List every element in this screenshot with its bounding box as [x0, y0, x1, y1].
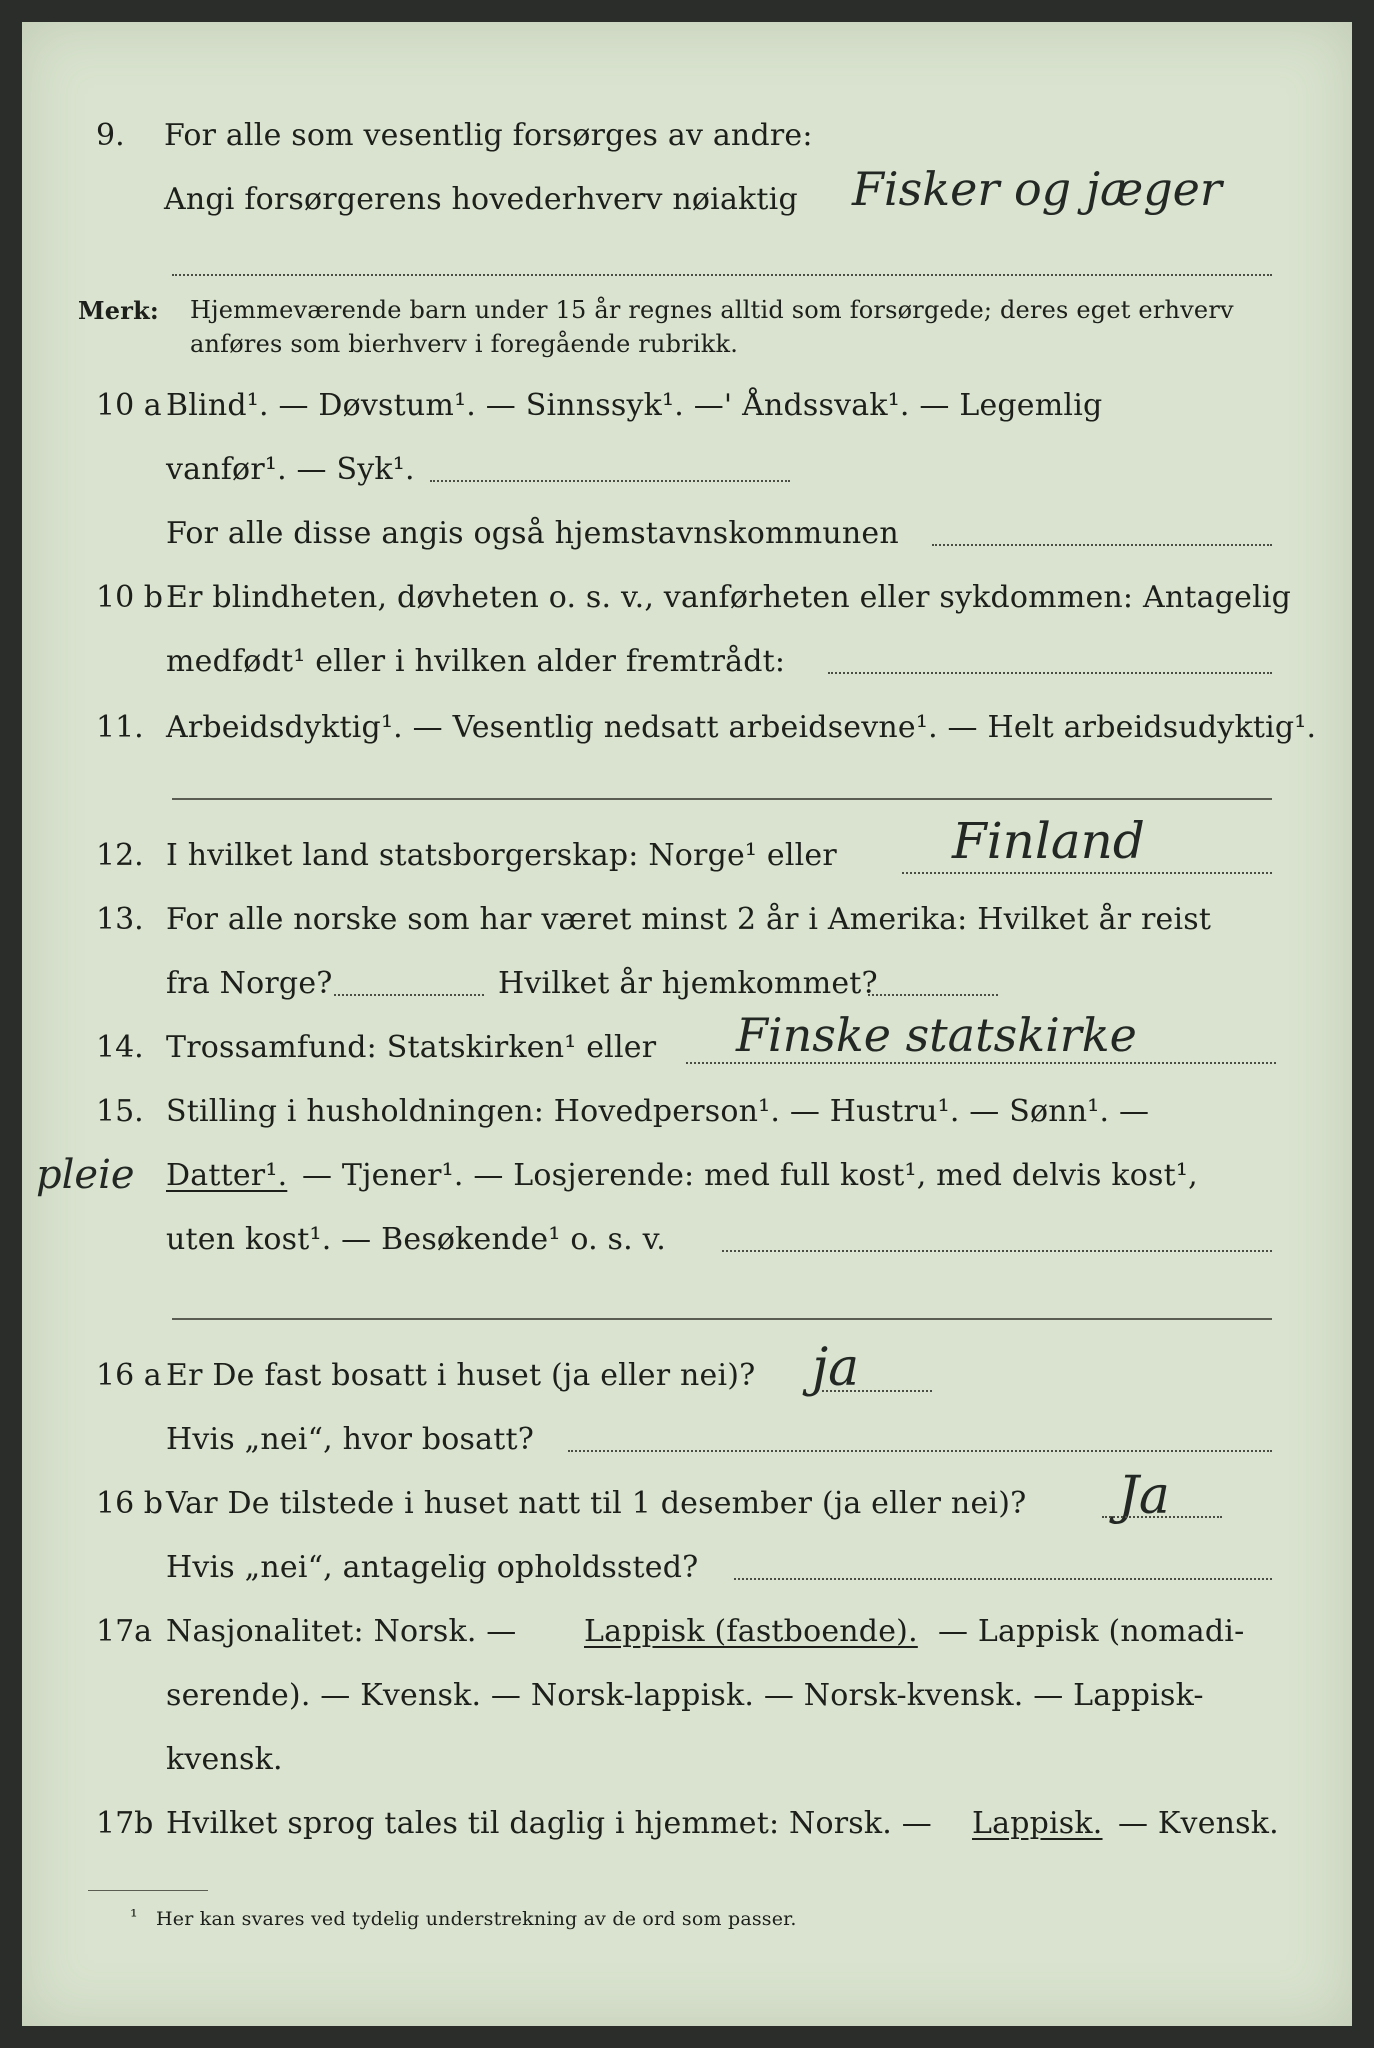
q10a-line1: Blind¹. — Døvstum¹. — Sinnssyk¹. —' Åndssvak¹. — Legemlig	[166, 388, 1103, 423]
q14-line1: Trossamfund: Statskirken¹ eller	[166, 1030, 657, 1065]
q17a-line3: kvensk.	[166, 1742, 283, 1777]
q16b-opholds-line	[734, 1578, 1272, 1580]
q15-datter: Datter¹.	[166, 1158, 288, 1193]
q13-reist-line	[334, 994, 484, 996]
q14-answer-line	[686, 1062, 1276, 1064]
merk-line1: Hjemmeværende barn under 15 år regnes alltid som forsørgede; deres eget erhverv	[190, 296, 1234, 324]
q15-margin-note: pleie	[36, 1152, 135, 1198]
q17a-line2: serende). — Kvensk. — Norsk-lappisk. — Norsk-kvensk. — Lappisk-	[166, 1678, 1204, 1713]
q17a-line1a: Nasjonalitet: Norsk. —	[166, 1614, 517, 1649]
q17b-lappisk: Lappisk.	[972, 1806, 1103, 1841]
footnote-mark: ¹	[130, 1906, 138, 1928]
q16b-answer-line	[1102, 1516, 1222, 1518]
q10b-number: 10 b	[96, 580, 163, 615]
q13-line2a: fra Norge?	[166, 966, 333, 1001]
q15-separator	[172, 1318, 1272, 1320]
merk-line2: anføres som bierhverv i foregående rubrikk.	[190, 330, 739, 358]
q10a-line2: vanfør¹. — Syk¹.	[166, 452, 415, 487]
q11-number: 11.	[96, 710, 144, 745]
q13-line1: For alle norske som har været minst 2 år i Amerika: Hvilket år reist	[166, 902, 1212, 937]
q12-answer: Finland	[952, 812, 1145, 870]
q13-line2b: Hvilket år hjemkommet?	[498, 966, 878, 1001]
q15-number: 15.	[96, 1094, 144, 1129]
q15-besok-line	[722, 1250, 1272, 1252]
census-form-page	[22, 22, 1352, 2026]
q17b-number: 17b	[96, 1806, 154, 1841]
q9-answer: Fisker og jæger	[852, 162, 1222, 216]
q12-line1: I hvilket land statsborgerskap: Norge¹ eller	[166, 838, 837, 873]
q9-number: 9.	[96, 118, 125, 153]
merk-label: Merk:	[78, 296, 159, 325]
q10b-line1: Er blindheten, døvheten o. s. v., vanførheten eller sykdommen: Antagelig	[166, 580, 1292, 615]
q16a-line2: Hvis „nei“, hvor bosatt?	[166, 1422, 535, 1457]
q9-answer-line	[172, 274, 1272, 276]
q10b-answer-line	[828, 672, 1272, 674]
q9-line2: Angi forsørgerens hovederhverv nøiaktig	[164, 182, 798, 217]
footnote-text: Her kan svares ved tydelig understrekning av de ord som passer.	[156, 1908, 797, 1930]
q16a-number: 16 a	[96, 1358, 162, 1393]
q16b-line2: Hvis „nei“, antagelig opholdssted?	[166, 1550, 699, 1585]
q17b-line1a: Hvilket sprog tales til daglig i hjemmet: Norsk. —	[166, 1806, 932, 1841]
q16a-line1: Er De fast bosatt i huset (ja eller nei)?	[166, 1358, 756, 1393]
q10a-number: 10 a	[96, 388, 162, 423]
q16a-answer: ja	[812, 1338, 860, 1398]
q12-answer-line	[902, 872, 1272, 874]
q13-number: 13.	[96, 902, 144, 937]
q10a-line3: For alle disse angis også hjemstavnskommunen	[166, 516, 899, 551]
q14-answer: Finske statskirke	[736, 1008, 1137, 1062]
q16b-number: 16 b	[96, 1486, 163, 1521]
q16b-line1: Var De tilstede i huset natt til 1 desember (ja eller nei)?	[166, 1486, 1027, 1521]
q10a-kommune-line	[932, 544, 1272, 546]
q15-line1: Stilling i husholdningen: Hovedperson¹. — Hustru¹. — Sønn¹. —	[166, 1094, 1150, 1129]
q13-hjem-line	[868, 994, 998, 996]
q9-line1: For alle som vesentlig forsørges av andre:	[164, 118, 813, 153]
q12-number: 12.	[96, 838, 144, 873]
q17a-lappisk-fastboende: Lappisk (fastboende).	[584, 1614, 918, 1649]
q11-separator	[172, 798, 1272, 800]
q17a-line1c: — Lappisk (nomadi-	[938, 1614, 1245, 1649]
q16b-answer: Ja	[1118, 1466, 1170, 1526]
footnote-rule	[88, 1890, 208, 1891]
q16a-answer-line	[822, 1390, 932, 1392]
q17b-line1c: — Kvensk.	[1118, 1806, 1279, 1841]
q15-line3: uten kost¹. — Besøkende¹ o. s. v.	[166, 1222, 666, 1257]
q10b-line2: medfødt¹ eller i hvilken alder fremtrådt:	[166, 644, 786, 679]
q11-line1: Arbeidsdyktig¹. — Vesentlig nedsatt arbeidsevne¹. — Helt arbeidsudyktig¹.	[166, 710, 1317, 745]
q14-number: 14.	[96, 1030, 144, 1065]
q17a-number: 17a	[96, 1614, 153, 1649]
q16a-bosatt-line	[568, 1450, 1272, 1452]
q15-line2: — Tjener¹. — Losjerende: med full kost¹, med delvis kost¹,	[302, 1158, 1198, 1193]
q10a-syk-line	[430, 480, 790, 482]
